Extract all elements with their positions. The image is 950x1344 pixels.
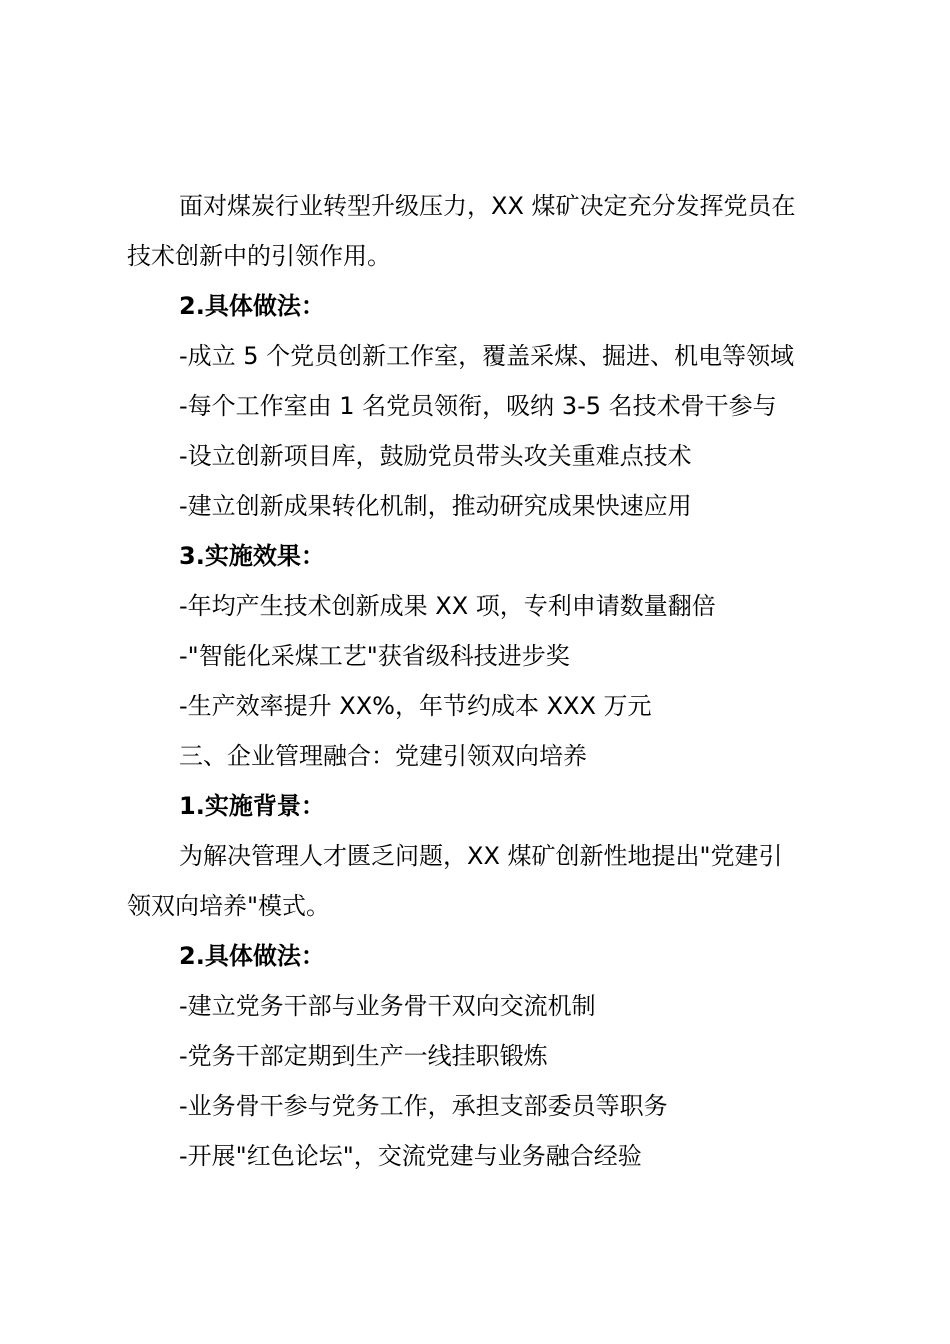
list-item: -开展"红色论坛"，交流党建与业务融合经验 [179,1142,642,1170]
list-item: -成立 5 个党员创新工作室，覆盖采煤、掘进、机电等领域 [179,342,795,370]
list-item: -业务骨干参与党务工作，承担支部委员等职务 [179,1092,668,1120]
list-item: -设立创新项目库，鼓励党员带头攻关重难点技术 [179,442,692,470]
list-item: -"智能化采煤工艺"获省级科技进步奖 [179,642,570,670]
section-heading: 3.实施效果： [179,542,325,570]
section-heading: 1.实施背景： [179,792,325,820]
paragraph-line: 技术创新中的引领作用。 [127,242,391,270]
section-heading: 2.具体做法： [179,292,325,320]
list-item: -建立创新成果转化机制，推动研究成果快速应用 [179,492,692,520]
chapter-heading: 三、企业管理融合：党建引领双向培养 [179,742,587,770]
paragraph-line: 领双向培养"模式。 [127,892,331,920]
list-item: -每个工作室由 1 名党员领衔，吸纳 3-5 名技术骨干参与 [179,392,777,420]
section-heading: 2.具体做法： [179,942,325,970]
list-item: -年均产生技术创新成果 XX 项，专利申请数量翻倍 [179,592,716,620]
paragraph-line: 为解决管理人才匮乏问题，XX 煤矿创新性地提出"党建引 [179,842,783,870]
paragraph-line: 面对煤炭行业转型升级压力，XX 煤矿决定充分发挥党员在 [179,192,796,220]
list-item: -建立党务干部与业务骨干双向交流机制 [179,992,596,1020]
list-item: -生产效率提升 XX%，年节约成本 XXX 万元 [179,692,652,720]
list-item: -党务干部定期到生产一线挂职锻炼 [179,1042,548,1070]
